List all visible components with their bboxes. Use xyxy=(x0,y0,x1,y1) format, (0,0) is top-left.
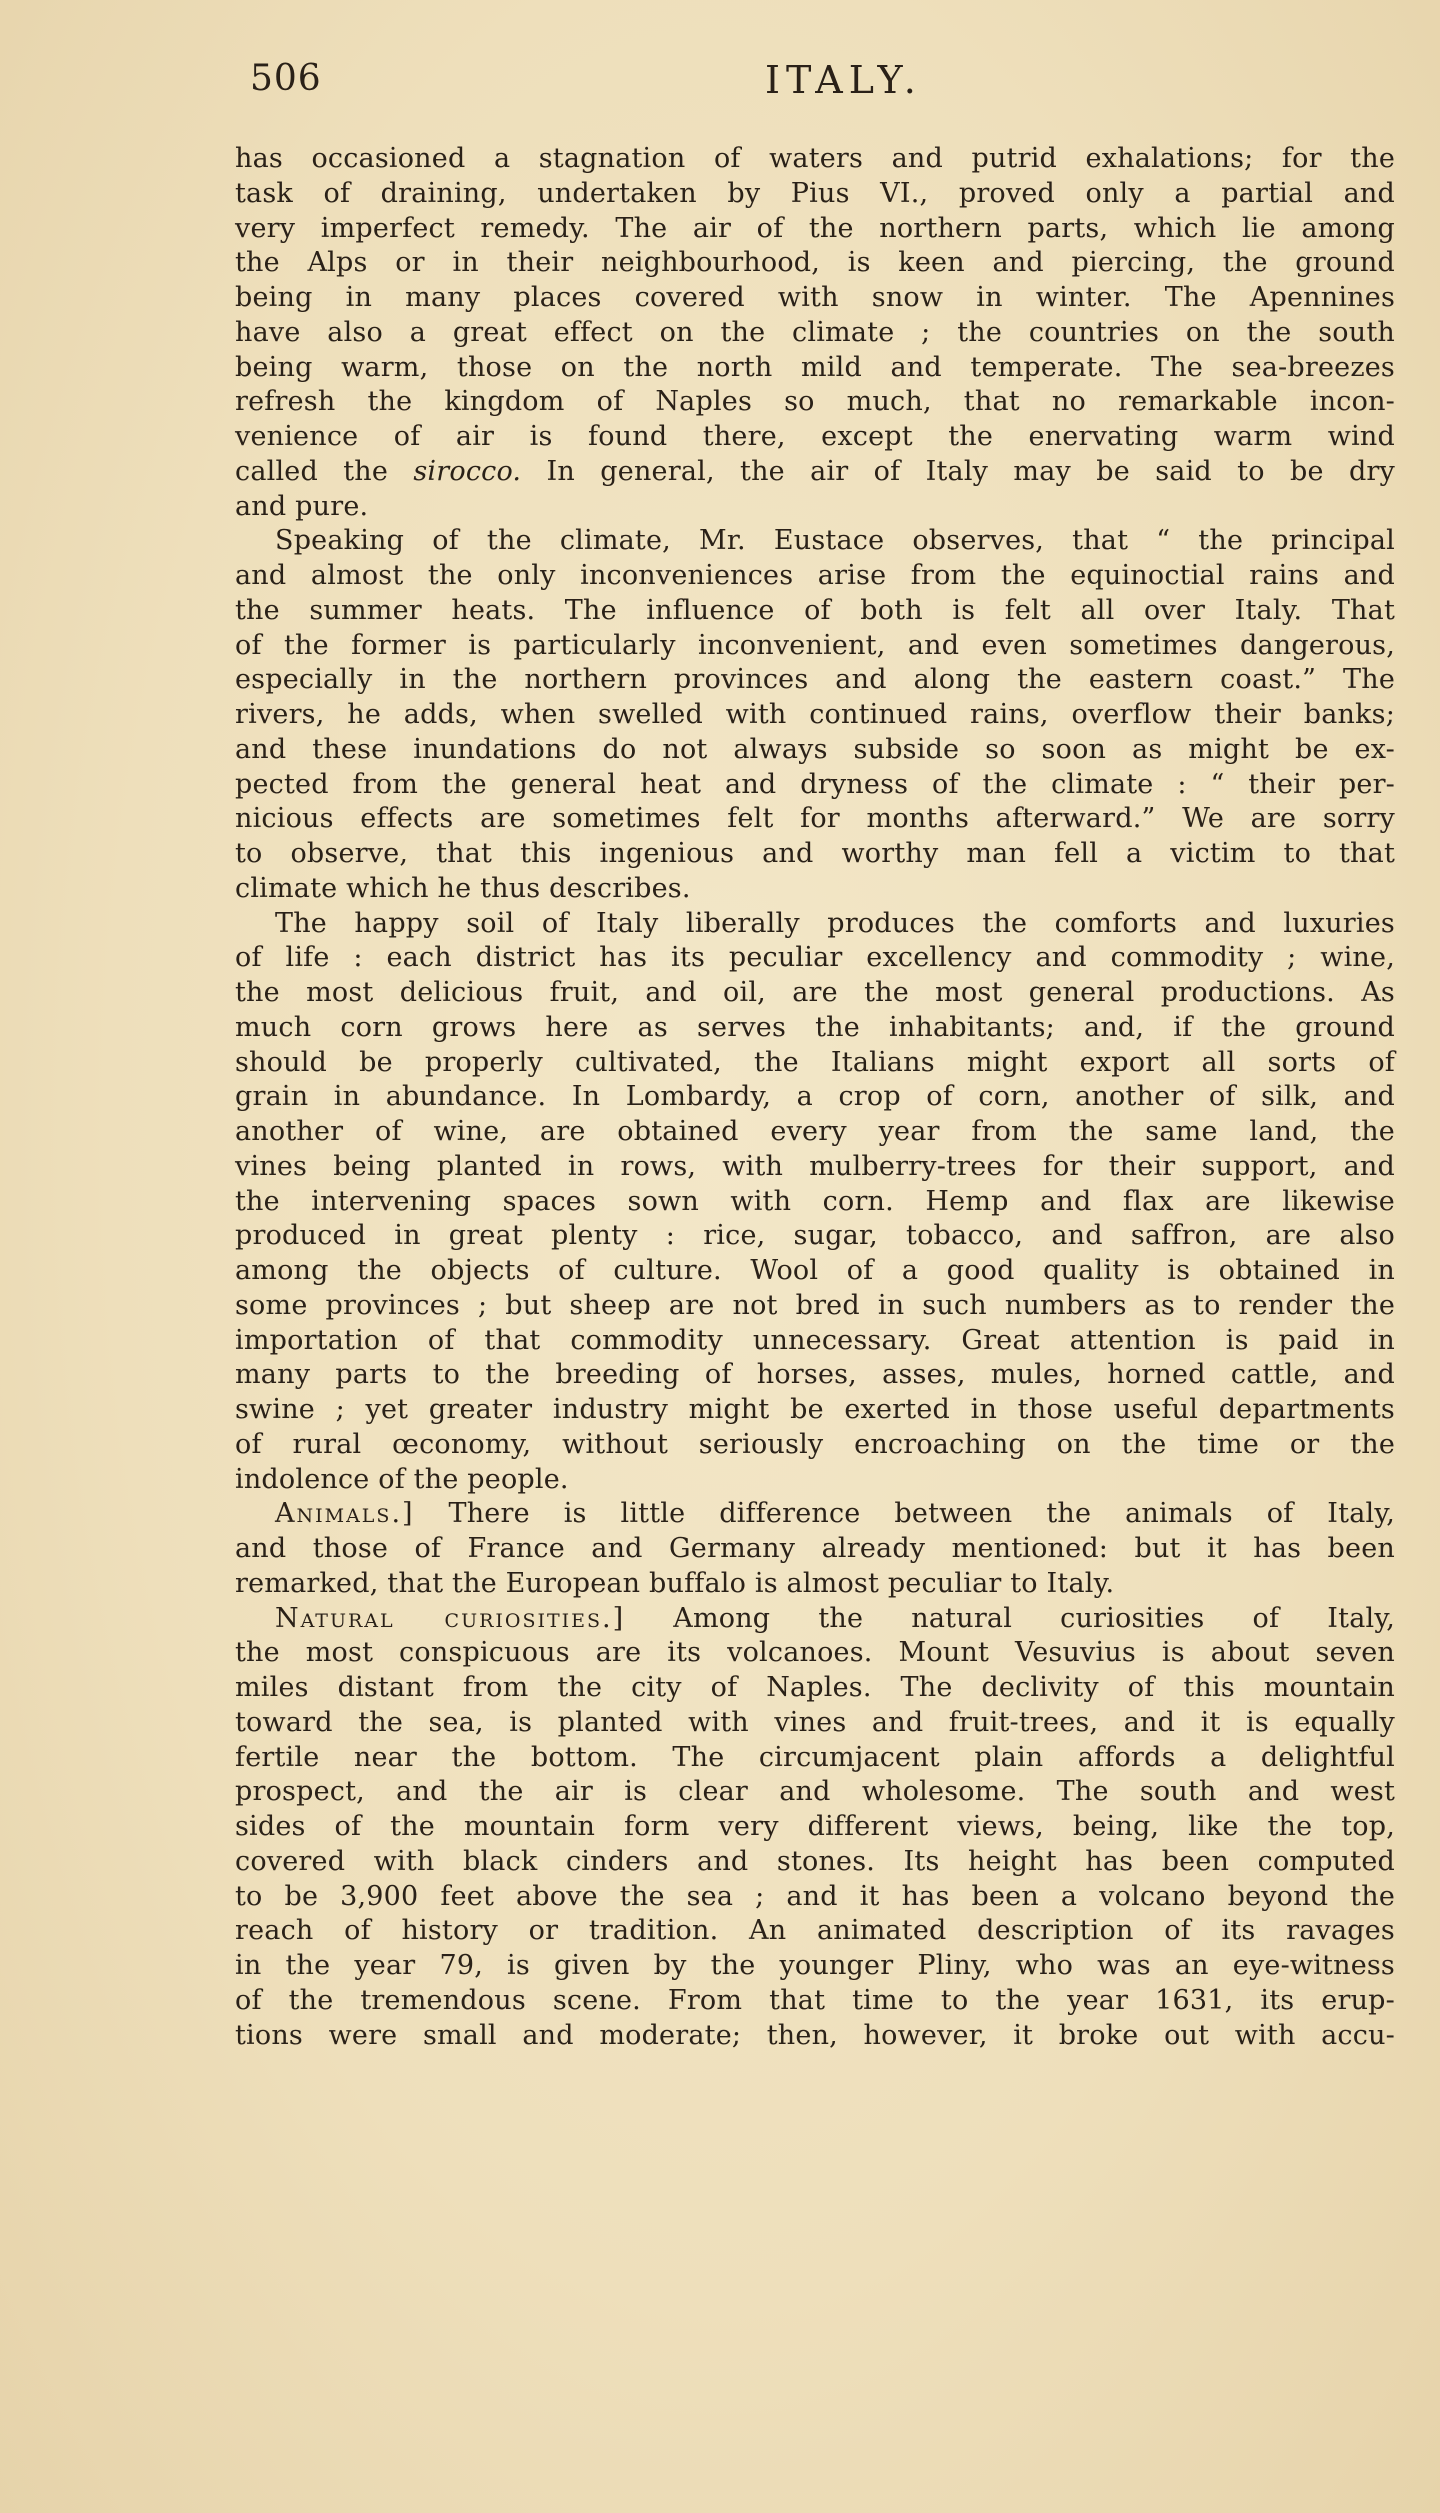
running-title: ITALY. xyxy=(765,58,922,102)
text-line xyxy=(235,2019,1395,2054)
page-header xyxy=(250,58,1390,108)
text-line xyxy=(235,802,1395,837)
line-text: of the tremendous scene. From that time to the year 1631, its erup- xyxy=(235,1984,1395,2016)
text-line xyxy=(235,246,1395,281)
page-number: 506 xyxy=(250,58,322,99)
line-text: rivers, he adds, when swelled with continued rains, overflow their banks; xyxy=(235,699,1395,730)
text-line xyxy=(235,1949,1395,1984)
text-line xyxy=(235,1011,1395,1046)
text-line xyxy=(235,1324,1395,1359)
text-line xyxy=(235,976,1395,1011)
italic-term: sirocco. xyxy=(413,455,522,487)
line-text: fertile near the bottom. The circumjacent plain affords a delightful xyxy=(235,1741,1395,1773)
text-line xyxy=(235,1602,1395,1637)
line-text: miles distant from the city of Naples. The declivity of this mountain xyxy=(235,1672,1395,1703)
line-text: many parts to the breeding of horses, asses, mules, horned cattle, and xyxy=(235,1359,1395,1391)
text-line xyxy=(235,559,1395,594)
section-heading: Natural curiosities.] xyxy=(275,1602,626,1634)
line-text: called the xyxy=(235,455,414,487)
text-line xyxy=(235,1671,1395,1706)
line-text: of rural œconomy, without seriously encroaching on the time or the xyxy=(235,1428,1395,1460)
line-text: task of draining, undertaken by Pius VI., proved only a partial and xyxy=(235,177,1395,209)
text-line xyxy=(235,1046,1395,1081)
text-line xyxy=(235,1497,1395,1532)
text-line xyxy=(235,768,1395,803)
text-line xyxy=(235,1914,1395,1949)
text-line xyxy=(235,629,1395,664)
line-text: among the objects of culture. Wool of a good quality is obtained in xyxy=(235,1255,1395,1286)
text-line xyxy=(235,872,1395,907)
line-text: should be properly cultivated, the Italians might export all sorts of xyxy=(235,1046,1395,1078)
body-text xyxy=(235,142,1395,2053)
text-line xyxy=(235,385,1395,420)
text-line xyxy=(235,1741,1395,1776)
text-line xyxy=(235,1219,1395,1254)
line-text: Among the natural curiosities of Italy, xyxy=(625,1602,1395,1634)
line-text: and almost the only inconveniences arise from the equinoctial rains and xyxy=(235,560,1395,591)
text-line xyxy=(235,524,1395,559)
text-line xyxy=(235,1115,1395,1150)
line-text: and pure. xyxy=(235,490,369,522)
line-text: and those of France and Germany already mentioned: but it has been xyxy=(235,1533,1395,1564)
line-text: very imperfect remedy. The air of the northern parts, which lie among xyxy=(235,212,1395,244)
text-line xyxy=(235,1532,1395,1567)
line-text: has occasioned a stagnation of waters and putrid exhalations; for the xyxy=(235,143,1395,174)
line-text: being in many places covered with snow in winter. The Apennines xyxy=(235,282,1395,313)
text-line xyxy=(235,490,1395,525)
line-text: sides of the mountain form very different views, being, like the top, xyxy=(235,1811,1395,1842)
line-text: have also a great effect on the climate ; the countries on the south xyxy=(235,316,1395,348)
text-line xyxy=(235,142,1395,177)
text-line xyxy=(235,1393,1395,1428)
line-text: of life : each district has its peculiar excellency and commodity ; wine, xyxy=(235,942,1395,974)
text-line xyxy=(235,837,1395,872)
text-line xyxy=(235,1706,1395,1741)
line-text: prospect, and the air is clear and wholesome. The south and west xyxy=(235,1776,1395,1808)
text-line xyxy=(235,1845,1395,1880)
line-text: to observe, that this ingenious and worthy man fell a victim to that xyxy=(235,838,1395,869)
text-line xyxy=(235,907,1395,942)
text-line xyxy=(235,316,1395,351)
line-text: Speaking of the climate, Mr. Eustace observes, that “ the principal xyxy=(275,525,1395,557)
text-line xyxy=(235,1428,1395,1463)
section-heading: Animals.] xyxy=(275,1498,415,1530)
text-line xyxy=(235,1289,1395,1324)
text-line xyxy=(235,698,1395,733)
text-line xyxy=(235,281,1395,316)
line-text: There is little difference between the animals of Italy, xyxy=(414,1498,1395,1530)
line-text: covered with black cinders and stones. Its height has been computed xyxy=(235,1845,1395,1877)
line-text: to be 3,900 feet above the sea ; and it has been a volcano beyond the xyxy=(235,1880,1395,1912)
line-text: in the year 79, is given by the younger Pliny, who was an eye-witness xyxy=(235,1950,1395,1981)
line-text: indolence of the people. xyxy=(235,1463,569,1495)
line-text: importation of that commodity unnecessary. Great attention is paid in xyxy=(235,1324,1395,1356)
text-line xyxy=(235,1567,1395,1602)
text-line xyxy=(235,663,1395,698)
line-text: remarked, that the European buffalo is almost peculiar to Italy. xyxy=(235,1567,1115,1599)
line-text: the most delicious fruit, and oil, are the most general productions. As xyxy=(235,977,1395,1008)
line-text: pected from the general heat and dryness of the climate : “ their per- xyxy=(235,768,1395,800)
line-text: some provinces ; but sheep are not bred in such numbers as to render the xyxy=(235,1289,1395,1321)
text-line xyxy=(235,1775,1395,1810)
line-text: vines being planted in rows, with mulberry-trees for their support, and xyxy=(235,1150,1395,1182)
text-line xyxy=(235,351,1395,386)
text-line xyxy=(235,420,1395,455)
text-line xyxy=(235,177,1395,212)
line-text: climate which he thus describes. xyxy=(235,872,691,904)
text-line xyxy=(235,1080,1395,1115)
line-text: swine ; yet greater industry might be exerted in those useful departments xyxy=(235,1394,1395,1425)
line-text: The happy soil of Italy liberally produces the comforts and luxuries xyxy=(275,907,1395,939)
line-text: nicious effects are sometimes felt for months afterward.” We are sorry xyxy=(235,803,1395,835)
text-line xyxy=(235,455,1395,490)
text-line xyxy=(235,733,1395,768)
text-line xyxy=(235,1150,1395,1185)
line-text: reach of history or tradition. An animated description of its ravages xyxy=(235,1915,1395,1947)
text-line xyxy=(235,1185,1395,1220)
text-line xyxy=(235,1984,1395,2019)
text-line xyxy=(235,1358,1395,1393)
line-text: the Alps or in their neighbourhood, is keen and piercing, the ground xyxy=(235,247,1395,279)
line-text: toward the sea, is planted with vines and fruit-trees, and it is equally xyxy=(235,1706,1395,1738)
text-line xyxy=(235,1810,1395,1845)
line-text: being warm, those on the north mild and temperate. The sea-breezes xyxy=(235,351,1395,383)
line-text: produced in great plenty : rice, sugar, tobacco, and saffron, are also xyxy=(235,1220,1395,1252)
line-text: of the former is particularly inconvenient, and even sometimes dangerous, xyxy=(235,629,1395,661)
line-text: refresh the kingdom of Naples so much, that no remarkable incon- xyxy=(235,386,1395,418)
line-text: the intervening spaces sown with corn. Hemp and flax are likewise xyxy=(235,1185,1395,1217)
line-text: grain in abundance. In Lombardy, a crop of corn, another of silk, and xyxy=(235,1081,1395,1113)
line-text: and these inundations do not always subside so soon as might be ex- xyxy=(235,733,1395,765)
line-text: the most conspicuous are its volcanoes. Mount Vesuvius is about seven xyxy=(235,1637,1395,1669)
text-line xyxy=(235,941,1395,976)
line-text: especially in the northern provinces and along the eastern coast.” The xyxy=(235,664,1395,696)
text-line xyxy=(235,1880,1395,1915)
line-text: venience of air is found there, except the enervating warm wind xyxy=(235,421,1395,452)
text-line xyxy=(235,1636,1395,1671)
line-text: In general, the air of Italy may be said to be dry xyxy=(521,455,1395,487)
text-line xyxy=(235,1254,1395,1289)
text-line xyxy=(235,212,1395,247)
text-line xyxy=(235,1463,1395,1498)
line-text: tions were small and moderate; then, however, it broke out with accu- xyxy=(235,2019,1395,2051)
line-text: the summer heats. The influence of both is felt all over Italy. That xyxy=(235,594,1395,626)
line-text: much corn grows here as serves the inhabitants; and, if the ground xyxy=(235,1011,1395,1043)
line-text: another of wine, are obtained every year from the same land, the xyxy=(235,1116,1395,1147)
text-line xyxy=(235,594,1395,629)
